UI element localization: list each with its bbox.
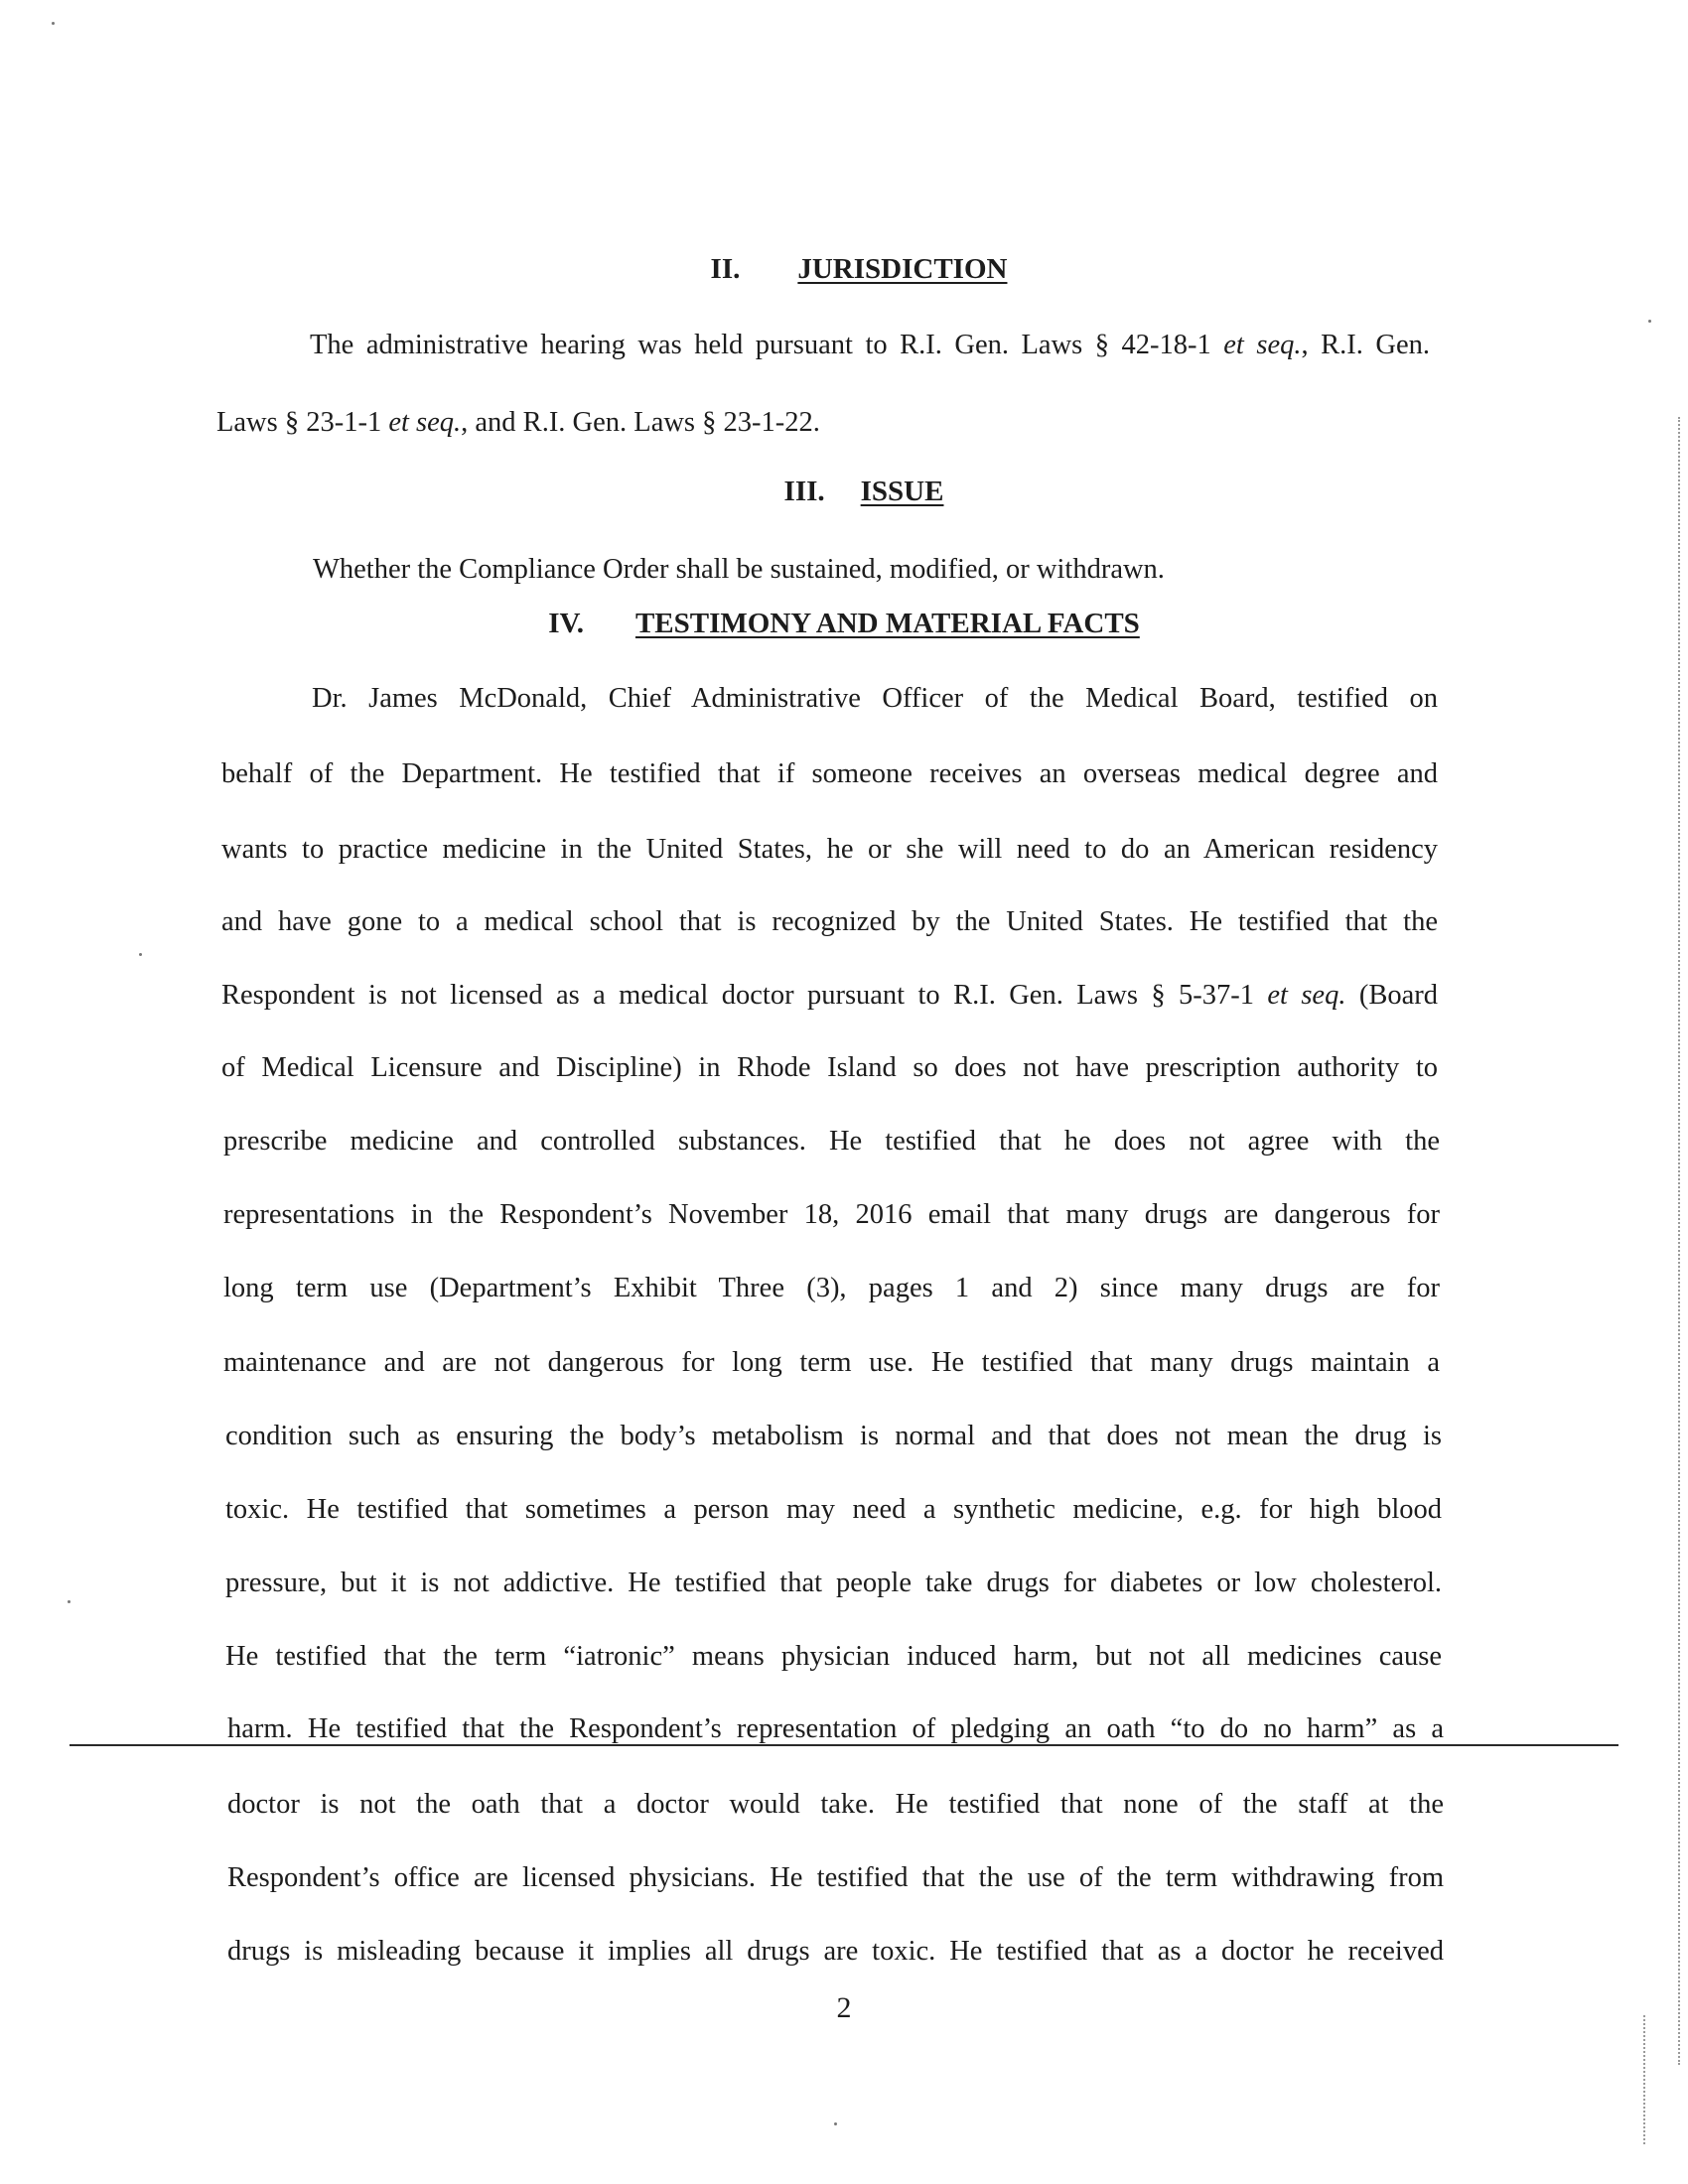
scan-edge-dots bbox=[1678, 417, 1680, 2065]
jurisdiction-line-2: Laws § 23-1-1 et seq., and R.I. Gen. Laws § 23-1-22. bbox=[216, 407, 820, 438]
testimony-line: Respondent is not licensed as a medical doctor pursuant to R.I. Gen. Laws § 5-37-1 et seq. (Board bbox=[221, 980, 1439, 1011]
scan-line-artifact bbox=[70, 1744, 1618, 1746]
scan-speck bbox=[52, 22, 55, 25]
testimony-line: representations in the Respondent’s November 18, 2016 email that many drugs are dangerous for bbox=[223, 1199, 1440, 1230]
testimony-line: He testified that the term “iatronic” means physician induced harm, but not all medicines cause bbox=[225, 1641, 1442, 1672]
testimony-line: pressure, but it is not addictive. He testified that people take drugs for diabetes or low cholesterol. bbox=[225, 1568, 1442, 1598]
scan-speck bbox=[1648, 320, 1651, 323]
testimony-line: maintenance and are not dangerous for long term use. He testified that many drugs maintain a bbox=[223, 1347, 1440, 1378]
testimony-line: condition such as ensuring the body’s metabolism is normal and that does not mean the drug is bbox=[225, 1421, 1442, 1451]
testimony-line: long term use (Department’s Exhibit Three (3), pages 1 and 2) since many drugs are for bbox=[223, 1273, 1440, 1303]
testimony-line: wants to practice medicine in the United States, he or she will need to do an American residency bbox=[221, 834, 1438, 865]
scan-speck bbox=[139, 953, 142, 956]
issue-statement: Whether the Compliance Order shall be sustained, modified, or withdrawn. bbox=[313, 554, 1165, 585]
testimony-line: Dr. James McDonald, Chief Administrative Officer of the Medical Board, testified on bbox=[312, 683, 1438, 714]
section-title: TESTIMONY AND MATERIAL FACTS bbox=[634, 608, 1140, 639]
section-number: III. bbox=[783, 476, 825, 507]
scan-edge-dots bbox=[1643, 2015, 1645, 2144]
testimony-line: prescribe medicine and controlled substances. He testified that he does not agree with the bbox=[223, 1126, 1440, 1157]
testimony-line: and have gone to a medical school that is recognized by the United States. He testified that the bbox=[221, 906, 1438, 937]
testimony-line: behalf of the Department. He testified that if someone receives an overseas medical degree and bbox=[221, 758, 1438, 789]
section-number: II. bbox=[710, 253, 741, 285]
testimony-line: drugs is misleading because it implies all drugs are toxic. He testified that as a doctor he received bbox=[227, 1936, 1444, 1967]
testimony-line: toxic. He testified that sometimes a person may need a synthetic medicine, e.g. for high blood bbox=[225, 1494, 1442, 1525]
testimony-line: of Medical Licensure and Discipline) in Rhode Island so does not have prescription authority to bbox=[221, 1052, 1438, 1083]
testimony-line: harm. He testified that the Respondent’s representation of pledging an oath “to do no harm” as a bbox=[227, 1713, 1444, 1744]
section-title: ISSUE bbox=[860, 476, 944, 507]
section-title: JURISDICTION bbox=[797, 253, 1008, 285]
jurisdiction-line-1: The administrative hearing was held pursuant to R.I. Gen. Laws § 42-18-1 et seq., R.I. Gen. bbox=[310, 330, 1430, 360]
scan-speck bbox=[68, 1600, 70, 1603]
section-heading-jurisdiction bbox=[0, 253, 1688, 286]
section-heading-testimony bbox=[0, 608, 1688, 640]
scan-speck bbox=[834, 2122, 837, 2125]
testimony-line: Respondent’s office are licensed physicians. He testified that the use of the term withdrawing from bbox=[227, 1862, 1444, 1893]
testimony-line: doctor is not the oath that a doctor would take. He testified that none of the staff at the bbox=[227, 1789, 1444, 1820]
section-number: IV. bbox=[548, 608, 584, 639]
section-heading-issue bbox=[0, 476, 1688, 508]
page-number: 2 bbox=[836, 1991, 852, 2024]
